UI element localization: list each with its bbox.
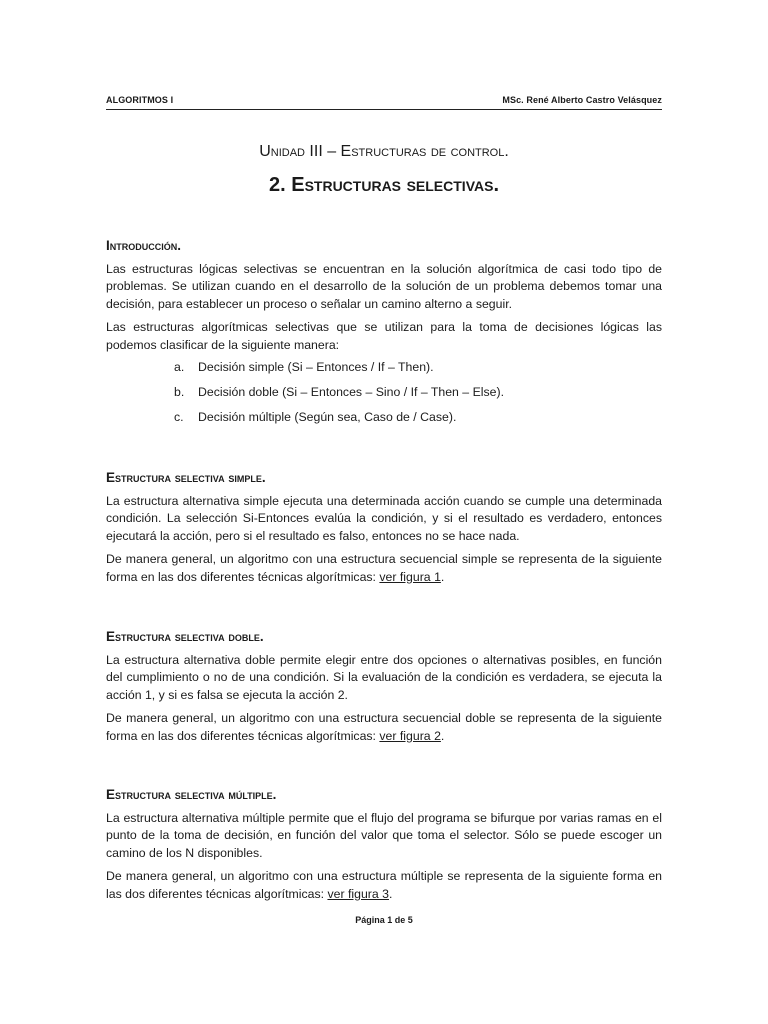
period: . bbox=[388, 886, 393, 901]
page-header bbox=[106, 95, 662, 110]
unit-title: Unidad III – Estructuras de control. bbox=[259, 143, 509, 160]
doble-heading: Estructura selectiva doble. bbox=[106, 629, 264, 644]
decision-types-list bbox=[106, 359, 662, 426]
simple-paragraph-2 bbox=[106, 551, 662, 586]
header-author: MSc. René Alberto Castro Velásquez bbox=[502, 95, 662, 105]
intro-paragraph-1: Las estructuras lógicas selectivas se encuentran en la solución algorítmica de casi todo tipo de problemas. Se utilizan cuando en el desarrollo de la solución de un problema debemos tomar una decisión, para establecer un proceso o señalar un camino alterno a seguir. bbox=[106, 261, 662, 312]
list-item bbox=[174, 409, 662, 427]
list-marker: b. bbox=[174, 384, 185, 399]
section-doble bbox=[106, 628, 662, 750]
simple-heading: Estructura selectiva simple. bbox=[106, 470, 266, 485]
multiple-paragraph-2-text: De manera general, un algoritmo con una estructura múltiple se representa de la siguiente forma en las dos diferentes técnicas algorítmicas: bbox=[106, 868, 662, 901]
simple-paragraph-1: La estructura alternativa simple ejecuta una determinada acción cuando se cumple una determinada condición. La selección Si-Entonces evalúa la condición, y si el resultado es verdadero, entonces ejecutará la acción, pero si el resultado es falso, entonces no se hace nada. bbox=[106, 493, 662, 544]
simple-paragraph-2-text: De manera general, un algoritmo con una estructura secuencial simple se representa de la siguiente forma en las dos diferentes técnicas algorítmicas: bbox=[106, 551, 662, 584]
multiple-heading: Estructura selectiva múltiple. bbox=[106, 787, 277, 802]
doble-paragraph-2 bbox=[106, 710, 662, 745]
multiple-paragraph-1: La estructura alternativa múltiple permite que el flujo del programa se bifurque por varias ramas en el punto de la toma de decisión, en función del valor que toma el selector. Sólo se puede escoger un camino de los N disponibles. bbox=[106, 810, 662, 861]
period: . bbox=[440, 728, 445, 743]
figure-2-link[interactable]: ver figura 2 bbox=[379, 728, 441, 743]
list-marker: c. bbox=[174, 409, 184, 424]
section-simple bbox=[106, 469, 662, 591]
list-item bbox=[174, 384, 662, 402]
doble-paragraph-2-text: De manera general, un algoritmo con una estructura secuencial doble se representa de la siguiente forma en las dos diferentes técnicas algorítmicas: bbox=[106, 710, 662, 743]
list-item-text: Decisión simple (Si – Entonces / If – Then). bbox=[198, 360, 434, 375]
multiple-paragraph-2 bbox=[106, 868, 662, 903]
figure-3-link[interactable]: ver figura 3 bbox=[327, 886, 389, 901]
section-intro bbox=[106, 237, 662, 433]
list-item-text: Decisión doble (Si – Entonces – Sino / If – Then – Else). bbox=[198, 384, 504, 399]
page-number: Página 1 de 5 bbox=[355, 915, 413, 925]
main-title: 2. Estructuras selectivas. bbox=[269, 174, 499, 196]
figure-1-link[interactable]: ver figura 1 bbox=[379, 569, 441, 584]
doble-paragraph-1: La estructura alternativa doble permite elegir entre dos opciones o alternativas posibles, en función del cumplimiento o no de una condición. Si la evaluación de la condición es verdadera, se ejecuta la acción 1, y si es falsa se ejecuta la acción 2. bbox=[106, 652, 662, 703]
intro-paragraph-2: Las estructuras algorítmicas selectivas que se utilizan para la toma de decisiones lógicas las podemos clasificar de la siguiente manera: bbox=[106, 319, 662, 352]
section-multiple bbox=[106, 786, 662, 908]
list-item-text: Decisión múltiple (Según sea, Caso de / Case). bbox=[198, 409, 457, 424]
period: . bbox=[440, 569, 445, 584]
header-course: ALGORITMOS I bbox=[106, 95, 174, 105]
list-item bbox=[174, 359, 662, 377]
list-marker: a. bbox=[174, 360, 185, 375]
intro-heading: Introducción. bbox=[106, 238, 181, 253]
